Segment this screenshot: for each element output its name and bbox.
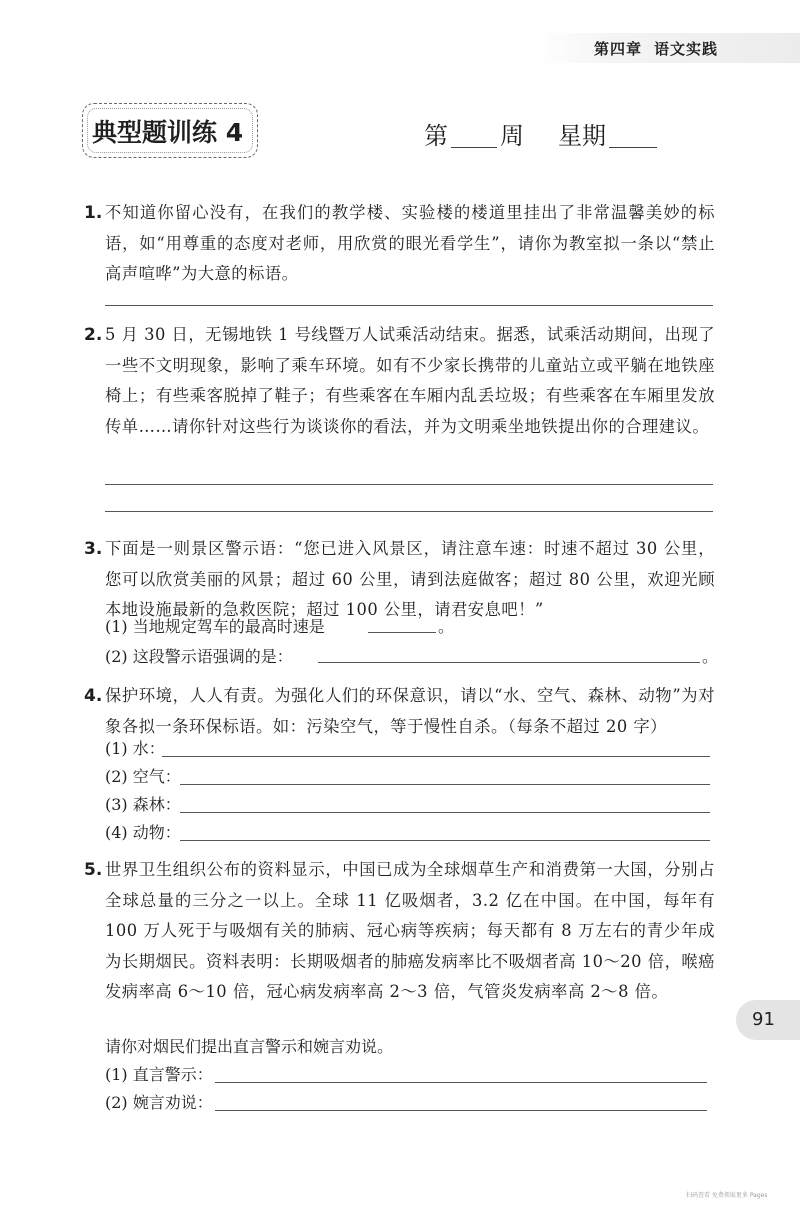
- weekday-label: 星期: [558, 122, 606, 150]
- answer-line[interactable]: [215, 1110, 707, 1111]
- answer-line[interactable]: [105, 511, 713, 512]
- week-number-blank[interactable]: [451, 147, 497, 148]
- answer-line[interactable]: [180, 840, 710, 841]
- question-number: 2.: [84, 325, 103, 345]
- question-number: 4.: [84, 686, 103, 706]
- week-prefix: 第: [424, 122, 448, 150]
- answer-line[interactable]: [105, 305, 713, 306]
- question-3-sub-1: (1) 当地规定驾车的最高时速是: [105, 617, 325, 636]
- answer-line[interactable]: [162, 756, 710, 757]
- chapter-label: 第四章: [594, 40, 643, 58]
- question-5-sub-1: (1) 直言警示：: [105, 1065, 213, 1084]
- question-number: 5.: [84, 860, 103, 880]
- question-4-text: 保护环境，人人有责。为强化人们的环保意识，请以“水、空气、森林、动物”为对象各拟一条环保标语。如：污染空气，等于慢性自杀。（每条不超过 20 字）: [105, 686, 715, 736]
- answer-line[interactable]: [180, 784, 710, 785]
- question-number: 3.: [84, 539, 103, 559]
- question-3-sub-2: (2) 这段警示语强调的是：: [105, 647, 293, 666]
- answer-line[interactable]: [215, 1082, 707, 1083]
- week-label: 周: [500, 122, 524, 150]
- question-4-sub-2: (2) 空气：: [105, 767, 181, 786]
- weekday-blank[interactable]: [609, 147, 657, 148]
- question-3-text: 下面是一则景区警示语：“您已进入风景区，请注意车速：时速不超过 30 公里，您可以欣赏美丽的风景；超过 60 公里，请到法庭做客；超过 80 公里，欢迎光顾本地设施最新的急救医院；超过 100 公里，请君安息吧！”: [105, 539, 715, 619]
- exercise-title: 典型题训练 4: [92, 118, 244, 147]
- chapter-header: [594, 38, 718, 59]
- page-number: 91: [752, 1009, 775, 1030]
- question-4-sub-1: (1) 水：: [105, 739, 165, 758]
- answer-blank[interactable]: [368, 632, 436, 633]
- question-4-sub-3: (3) 森林：: [105, 795, 181, 814]
- question-5-text: 世界卫生组织公布的资料显示，中国已成为全球烟草生产和消费第一大国，分别占全球总量的三分之一以上。全球 11 亿吸烟者，3.2 亿在中国。在中国，每年有 100 万人死于与吸烟有关的肺病、冠心病等疾病；每天都有 8 万左右的青少年成为长期烟民。资料表明：长期吸烟者的肺癌发病率比不吸烟者高 10～20 倍，喉癌发病率高 6～10 倍，冠心病发病率高 2～3 倍，气管炎发病率高 2～8 倍。: [105, 860, 715, 1001]
- question-5-prompt: 请你对烟民们提出直言警示和婉言劝说。: [105, 1037, 394, 1056]
- sentence-period: 。: [438, 617, 455, 636]
- question-1-text: 不知道你留心没有，在我们的教学楼、实验楼的楼道里挂出了非常温馨美妙的标语，如“用尊重的态度对老师，用欣赏的眼光看学生”，请你为教室拟一条以“禁止高声喧哗”为大意的标语。: [105, 203, 715, 283]
- answer-line[interactable]: [180, 812, 710, 813]
- section-label: 语文实践: [654, 40, 719, 58]
- question-4-sub-4: (4) 动物：: [105, 823, 181, 842]
- answer-blank[interactable]: [318, 662, 700, 663]
- question-2-text: 5 月 30 日，无锡地铁 1 号线暨万人试乘活动结束。据悉，试乘活动期间，出现了一些不文明现象，影响了乘车环境。如有不少家长携带的儿童站立或平躺在地铁座椅上；有些乘客脱掉了鞋子；有些乘客在车厢内乱丢垃圾；有些乘客在车厢里发放传单……请你针对这些行为谈谈你的看法，并为文明乘坐地铁提出你的合理建议。: [105, 325, 715, 436]
- answer-line[interactable]: [105, 484, 713, 485]
- question-5-sub-2: (2) 婉言劝说：: [105, 1093, 213, 1112]
- question-number: 1.: [84, 203, 103, 223]
- sentence-period: 。: [702, 647, 719, 666]
- footer-note: 扫码查看 免费领取更多 Pages: [686, 1192, 768, 1199]
